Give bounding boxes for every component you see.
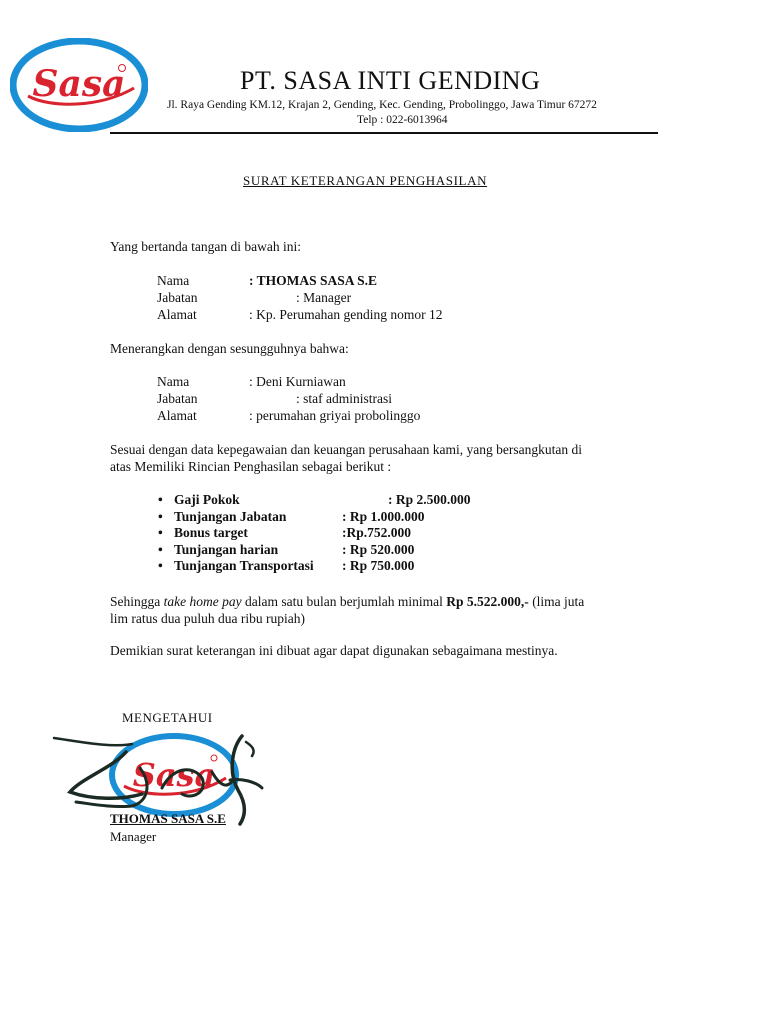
list-bullet: •	[158, 558, 163, 573]
company-phone: Telp : 022-6013964	[357, 114, 448, 126]
signer-address-label: Alamat	[157, 307, 197, 322]
list-bullet: •	[158, 525, 163, 540]
income-item-label: Tunjangan harian	[174, 542, 279, 557]
employee-address-value: : perumahan griyai probolinggo	[249, 408, 421, 423]
total-italic: take home pay	[163, 594, 242, 609]
income-item-value: : Rp 750.000	[342, 558, 415, 573]
company-address: Jl. Raya Gending KM.12, Krajan 2, Gending, Kec. Gending, Probolinggo, Jawa Timur 67272	[167, 99, 597, 111]
total-mid: dalam satu bulan berjumlah minimal	[241, 594, 447, 609]
company-name: PT. SASA INTI GENDING	[240, 66, 541, 95]
income-item-value: : Rp 1.000.000	[342, 509, 425, 524]
total-amount: Rp 5.522.000,-	[446, 594, 529, 609]
employee-name-value: : Deni Kurniawan	[249, 374, 346, 389]
closing-text: Demikian surat keterangan ini dibuat agar dapat digunakan sebagaimana mestinya.	[110, 643, 558, 658]
signer-name-label: Nama	[157, 273, 190, 288]
income-item-label: Tunjangan Transportasi	[174, 558, 314, 573]
signer-name-value: : THOMAS SASA S.E	[249, 273, 378, 288]
income-item-value: : Rp 520.000	[342, 542, 415, 557]
total-post1: (lima juta	[528, 594, 585, 609]
letter-title: SURAT KETERANGAN PENGHASILAN	[243, 173, 488, 188]
income-item-label: Gaji Pokok	[174, 492, 240, 507]
income-item-label: Tunjangan Jabatan	[174, 509, 287, 524]
signature-title: Manager	[110, 829, 157, 844]
income-item-value: : Rp 2.500.000	[388, 492, 471, 507]
total-post2: lim ratus dua puluh dua ribu rupiah)	[110, 611, 305, 626]
stamp-wordmark: Sasa	[132, 756, 216, 794]
total-pre: Sehingga	[110, 594, 164, 609]
list-bullet: •	[158, 509, 163, 524]
income-intro-line2: atas Memiliki Rincian Penghasilan sebagai berikut :	[110, 459, 392, 474]
signature-name: THOMAS SASA S.E	[110, 811, 226, 826]
list-bullet: •	[158, 492, 163, 507]
list-bullet: •	[158, 542, 163, 557]
header-divider	[110, 132, 658, 134]
income-item-label: Bonus target	[174, 525, 248, 540]
signer-address-value: : Kp. Perumahan gending nomor 12	[249, 307, 443, 322]
employee-position-value: : staf administrasi	[296, 391, 392, 406]
total-paragraph	[110, 593, 662, 627]
income-intro-line1: Sesuai dengan data kepegawaian dan keuangan perusahaan kami, yang bersangkutan di	[110, 442, 582, 457]
signer-position-label: Jabatan	[157, 290, 198, 305]
logo-wordmark: Sasa	[32, 63, 126, 105]
opening-text: Yang bertanda tangan di bawah ini:	[110, 239, 301, 254]
employee-name-label: Nama	[157, 374, 190, 389]
company-logo	[10, 38, 148, 132]
signer-position-value: : Manager	[296, 290, 352, 305]
statement-text: Menerangkan dengan sesungguhnya bahwa:	[110, 341, 349, 356]
income-item-value: :Rp.752.000	[342, 525, 412, 540]
employee-address-label: Alamat	[157, 408, 197, 423]
employee-position-label: Jabatan	[157, 391, 198, 406]
acknowledged-label: MENGETAHUI	[122, 710, 213, 725]
